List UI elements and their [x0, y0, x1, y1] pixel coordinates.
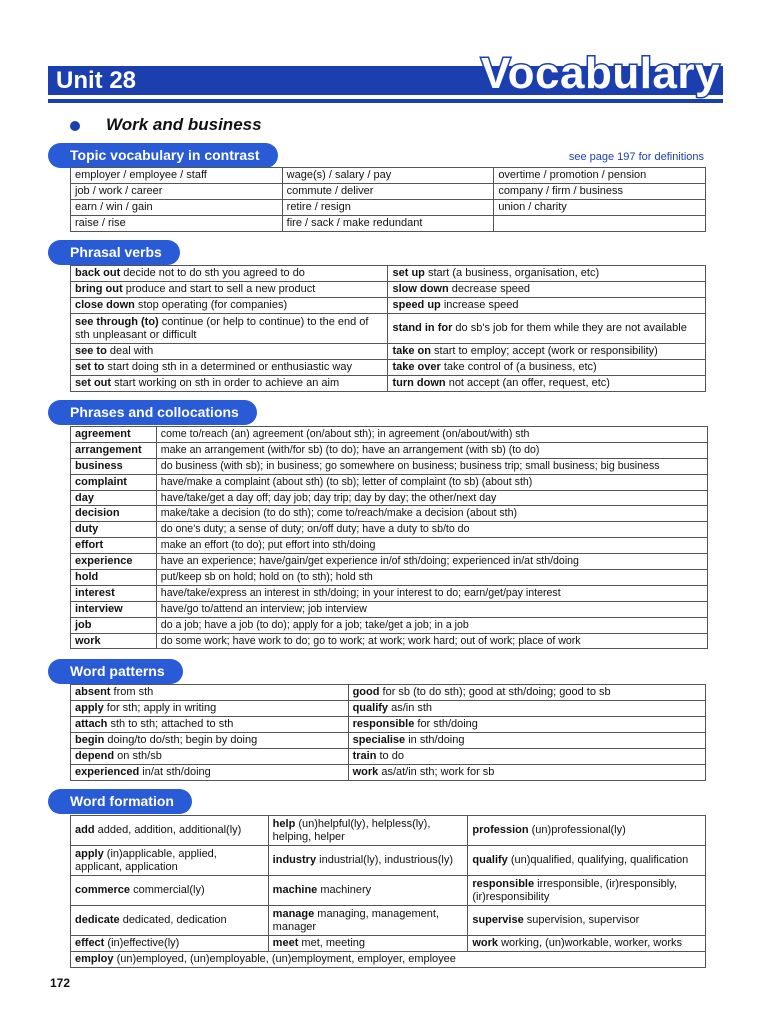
entry-definition: decide not to do sth you agreed to do [120, 267, 305, 279]
entry-definition: produce and start to sell a new product [122, 283, 316, 295]
table-row [71, 282, 706, 298]
entry-keyword: apply [75, 702, 104, 714]
table-cell [71, 282, 388, 298]
entry-definition: stop operating (for companies) [134, 299, 288, 311]
entry-definition: (in)effective(ly) [104, 937, 180, 949]
table-cell [468, 816, 706, 846]
entry-definition: commercial(ly) [130, 884, 205, 896]
table-row [71, 570, 708, 586]
table-row [71, 733, 706, 749]
entry-keyword: absent [75, 686, 111, 698]
collocation-text: make an arrangement (with/for sb) (to do); have an arrangement (with sb) (to do) [156, 442, 707, 458]
table-row [71, 184, 706, 200]
table-cell [71, 952, 706, 968]
table-row [71, 522, 708, 538]
entry-keyword: effect [75, 937, 105, 949]
phrasal-verbs-heading: Phrasal verbs [48, 240, 180, 265]
table-row [71, 906, 706, 936]
table-cell [348, 717, 705, 733]
table-row [71, 442, 708, 458]
entry-keyword: back out [75, 267, 121, 279]
page-title: Work and business [106, 115, 262, 134]
table-row [71, 554, 708, 570]
entry-keyword: train [352, 750, 377, 762]
entry-keyword: dedicate [75, 914, 120, 926]
entry-keyword: apply [75, 847, 104, 860]
entry-keyword: depend [75, 750, 115, 762]
entry-keyword: attach [75, 718, 108, 730]
collocation-keyword: arrangement [71, 442, 157, 458]
collocation-text: put/keep sb on hold; hold on (to sth); hold sth [156, 570, 707, 586]
table-cell [71, 816, 269, 846]
table-row [71, 816, 706, 846]
entry-definition: working, (un)workable, worker, works [498, 937, 683, 949]
table-cell: overtime / promotion / pension [494, 168, 706, 184]
table-cell [71, 298, 388, 314]
table-cell [388, 314, 706, 344]
table-cell [388, 298, 706, 314]
entry-definition: continue (or help to continue) to the end of sth unpleasant or difficult [75, 315, 369, 341]
table-row [71, 298, 706, 314]
table-row [71, 168, 706, 184]
table-row [71, 458, 708, 474]
table-cell: company / firm / business [494, 184, 706, 200]
entry-keyword: qualify [472, 854, 508, 866]
collocation-text: do business (with sb); in business; go somewhere on business; business trip; small business; big business [156, 458, 707, 474]
entry-keyword: take over [392, 361, 441, 373]
table-cell [268, 846, 468, 876]
table-cell [71, 749, 349, 765]
entry-keyword: slow down [392, 283, 449, 295]
table-row [71, 936, 706, 952]
table-row [71, 585, 708, 601]
entry-keyword: manage [272, 907, 315, 920]
collocation-keyword: day [71, 490, 157, 506]
table-row [71, 952, 706, 968]
entry-definition: decrease speed [448, 283, 531, 295]
table-cell [71, 733, 349, 749]
table-cell [268, 936, 468, 952]
entry-keyword: take on [392, 345, 431, 357]
table-row [71, 490, 708, 506]
table-cell [71, 685, 349, 701]
table-cell [71, 360, 388, 376]
entry-definition: not accept (an offer, request, etc) [445, 377, 610, 389]
entry-keyword: industry [272, 854, 317, 866]
entry-keyword: see through (to) [75, 315, 159, 328]
entry-keyword: commerce [75, 884, 131, 896]
collocation-keyword: job [71, 617, 157, 633]
entry-keyword: responsible [472, 877, 535, 890]
page-number: 172 [50, 976, 71, 990]
collocation-text: have/take/express an interest in sth/doing; in your interest to do; earn/get/pay interest [156, 585, 707, 601]
entry-keyword: machine [272, 884, 318, 896]
table-cell [71, 266, 388, 282]
entry-definition: in sth/doing [405, 734, 465, 746]
collocation-keyword: work [71, 633, 157, 649]
table-cell [494, 216, 706, 232]
table-cell [388, 360, 706, 376]
entry-keyword: supervise [472, 914, 524, 926]
collocation-text: come to/reach (an) agreement (on/about sth); in agreement (on/about/with) sth [156, 427, 707, 443]
collocation-text: have/take/get a day off; day job; day trip; day by day; the other/next day [156, 490, 707, 506]
entry-definition: start working on sth in order to achieve an aim [111, 377, 340, 389]
table-row [71, 376, 706, 392]
table-cell: earn / win / gain [71, 200, 283, 216]
collocation-keyword: complaint [71, 474, 157, 490]
entry-keyword: add [75, 824, 95, 836]
table-cell [268, 876, 468, 906]
table-cell [468, 906, 706, 936]
entry-keyword: stand in for [392, 322, 453, 334]
table-cell [71, 314, 388, 344]
entry-definition: do sb's job for them while they are not available [452, 322, 687, 334]
table-cell: retire / resign [282, 200, 494, 216]
table-cell: employer / employee / staff [71, 168, 283, 184]
table-row [71, 765, 706, 781]
table-cell: union / charity [494, 200, 706, 216]
collocation-text: have an experience; have/gain/get experience in/of sth/doing; experienced in/at sth/doing [156, 554, 707, 570]
table-cell [71, 906, 269, 936]
entry-keyword: set to [75, 361, 105, 373]
entry-keyword: set out [75, 377, 112, 389]
entry-keyword: bring out [75, 283, 123, 295]
table-row [71, 601, 708, 617]
table-row [71, 717, 706, 733]
entry-keyword: work [472, 937, 499, 949]
entry-keyword: experienced [75, 766, 140, 778]
entry-definition: increase speed [440, 299, 519, 311]
phrases-heading: Phrases and collocations [48, 400, 257, 425]
entry-definition: (un)employed, (un)employable, (un)employment, employer, employee [113, 953, 456, 965]
collocation-text: have/make a complaint (about sth) (to sb); letter of complaint (to sb) (about sth) [156, 474, 707, 490]
entry-keyword: speed up [392, 299, 441, 311]
table-cell [348, 685, 705, 701]
topic-vocab-heading: Topic vocabulary in contrast [48, 143, 278, 168]
table-row [71, 474, 708, 490]
entry-keyword: see to [75, 345, 107, 357]
entry-keyword: set up [392, 267, 425, 279]
table-cell: wage(s) / salary / pay [282, 168, 494, 184]
collocation-keyword: experience [71, 554, 157, 570]
bullet-icon [70, 121, 80, 131]
word-formation-heading: Word formation [48, 789, 192, 814]
table-cell [348, 701, 705, 717]
table-cell [71, 376, 388, 392]
entry-keyword: work [352, 766, 379, 778]
table-cell [388, 266, 706, 282]
table-cell [268, 816, 468, 846]
entry-definition: industrial(ly), industrious(ly) [316, 854, 454, 866]
table-row [71, 876, 706, 906]
table-row [71, 749, 706, 765]
entry-definition: for sb (to do sth); good at sth/doing; good to sb [379, 686, 611, 698]
entry-definition: (un)helpful(ly), helpless(ly), helping, helper [272, 817, 431, 843]
entry-definition: start doing sth in a determined or enthusiastic way [104, 361, 352, 373]
collocation-keyword: interest [71, 585, 157, 601]
entry-keyword: meet [272, 937, 299, 949]
table-cell [388, 376, 706, 392]
entry-definition: (in)applicable, applied, applicant, application [75, 847, 217, 873]
entry-keyword: help [272, 817, 296, 830]
entry-definition: sth to sth; attached to sth [107, 718, 234, 730]
table-row [71, 538, 708, 554]
entry-keyword: qualify [352, 702, 389, 714]
table-row [71, 314, 706, 344]
table-row [71, 506, 708, 522]
entry-definition: doing/to do/sth; begin by doing [104, 734, 258, 746]
table-row [71, 685, 706, 701]
entry-definition: (un)professional(ly) [528, 824, 626, 836]
table-row [71, 344, 706, 360]
collocation-text: do a job; have a job (to do); apply for a job; take/get a job; in a job [156, 617, 707, 633]
table-cell [348, 749, 705, 765]
table-row [71, 617, 708, 633]
table-cell [468, 846, 706, 876]
collocation-text: make/take a decision (to do sth); come to/reach/make a decision (about sth) [156, 506, 707, 522]
table-cell [468, 936, 706, 952]
entry-definition: for sth/doing [414, 718, 478, 730]
table-cell [468, 876, 706, 906]
table-cell [71, 846, 269, 876]
table-cell: commute / deliver [282, 184, 494, 200]
entry-definition: to do [376, 750, 404, 762]
collocation-keyword: agreement [71, 427, 157, 443]
table-cell [348, 765, 705, 781]
entry-definition: take control of (a business, etc) [440, 361, 597, 373]
table-cell [71, 717, 349, 733]
section-title: Vocabulary [481, 49, 720, 98]
collocation-keyword: decision [71, 506, 157, 522]
entry-definition: managing, management, manager [272, 907, 439, 933]
entry-definition: deal with [106, 345, 154, 357]
table-cell: raise / rise [71, 216, 283, 232]
entry-definition: machinery [317, 884, 372, 896]
entry-keyword: close down [75, 299, 135, 311]
table-cell [71, 344, 388, 360]
table-cell [71, 765, 349, 781]
word-patterns-heading: Word patterns [48, 659, 183, 684]
table-row [71, 200, 706, 216]
entry-definition: from sth [110, 686, 154, 698]
entry-keyword: profession [472, 824, 529, 836]
collocation-keyword: business [71, 458, 157, 474]
entry-keyword: employ [75, 953, 114, 965]
table-cell [71, 876, 269, 906]
entry-definition: as/at/in sth; work for sb [378, 766, 495, 778]
unit-title: Unit 28 [56, 67, 137, 94]
table-cell [268, 906, 468, 936]
entry-definition: dedicated, dedication [119, 914, 227, 926]
entry-definition: added, addition, additional(ly) [94, 824, 242, 836]
collocation-text: have/go to/attend an interview; job interview [156, 601, 707, 617]
table-row [71, 633, 708, 649]
see-page-note: see page 197 for definitions [568, 151, 704, 163]
entry-keyword: good [352, 686, 380, 698]
entry-definition: for sth; apply in writing [103, 702, 217, 714]
topic-vocab-table [70, 167, 706, 232]
table-cell [71, 936, 269, 952]
entry-definition: met, meeting [298, 937, 365, 949]
collocation-text: do some work; have work to do; go to work; at work; work hard; out of work; place of work [156, 633, 707, 649]
table-row [71, 216, 706, 232]
collocation-keyword: interview [71, 601, 157, 617]
entry-definition: as/in sth [388, 702, 433, 714]
entry-definition: start to employ; accept (work or responsibility) [431, 345, 658, 357]
phrasal-verbs-table [70, 265, 706, 392]
table-cell [388, 344, 706, 360]
table-cell: fire / sack / make redundant [282, 216, 494, 232]
table-cell [348, 733, 705, 749]
table-row [71, 427, 708, 443]
entry-definition: on sth/sb [114, 750, 162, 762]
collocation-keyword: effort [71, 538, 157, 554]
collocation-keyword: duty [71, 522, 157, 538]
table-row [71, 266, 706, 282]
phrases-table [70, 426, 708, 649]
entry-keyword: turn down [392, 377, 446, 389]
entry-definition: start (a business, organisation, etc) [424, 267, 600, 279]
entry-definition: supervision, supervisor [523, 914, 640, 926]
entry-keyword: begin [75, 734, 105, 746]
entry-definition: irresponsible, (ir)responsibly, (ir)responsibility [472, 877, 677, 903]
table-row [71, 701, 706, 717]
table-cell: job / work / career [71, 184, 283, 200]
collocation-text: do one's duty; a sense of duty; on/off duty; have a duty to sb/to do [156, 522, 707, 538]
collocation-text: make an effort (to do); put effort into sth/doing [156, 538, 707, 554]
entry-keyword: specialise [352, 734, 406, 746]
collocation-keyword: hold [71, 570, 157, 586]
table-cell [388, 282, 706, 298]
table-row [71, 846, 706, 876]
entry-keyword: responsible [352, 718, 415, 730]
word-formation-table [70, 815, 706, 968]
entry-definition: (un)qualified, qualifying, qualification [507, 854, 689, 866]
table-row [71, 360, 706, 376]
entry-definition: in/at sth/doing [139, 766, 211, 778]
word-patterns-table [70, 684, 706, 781]
table-cell [71, 701, 349, 717]
